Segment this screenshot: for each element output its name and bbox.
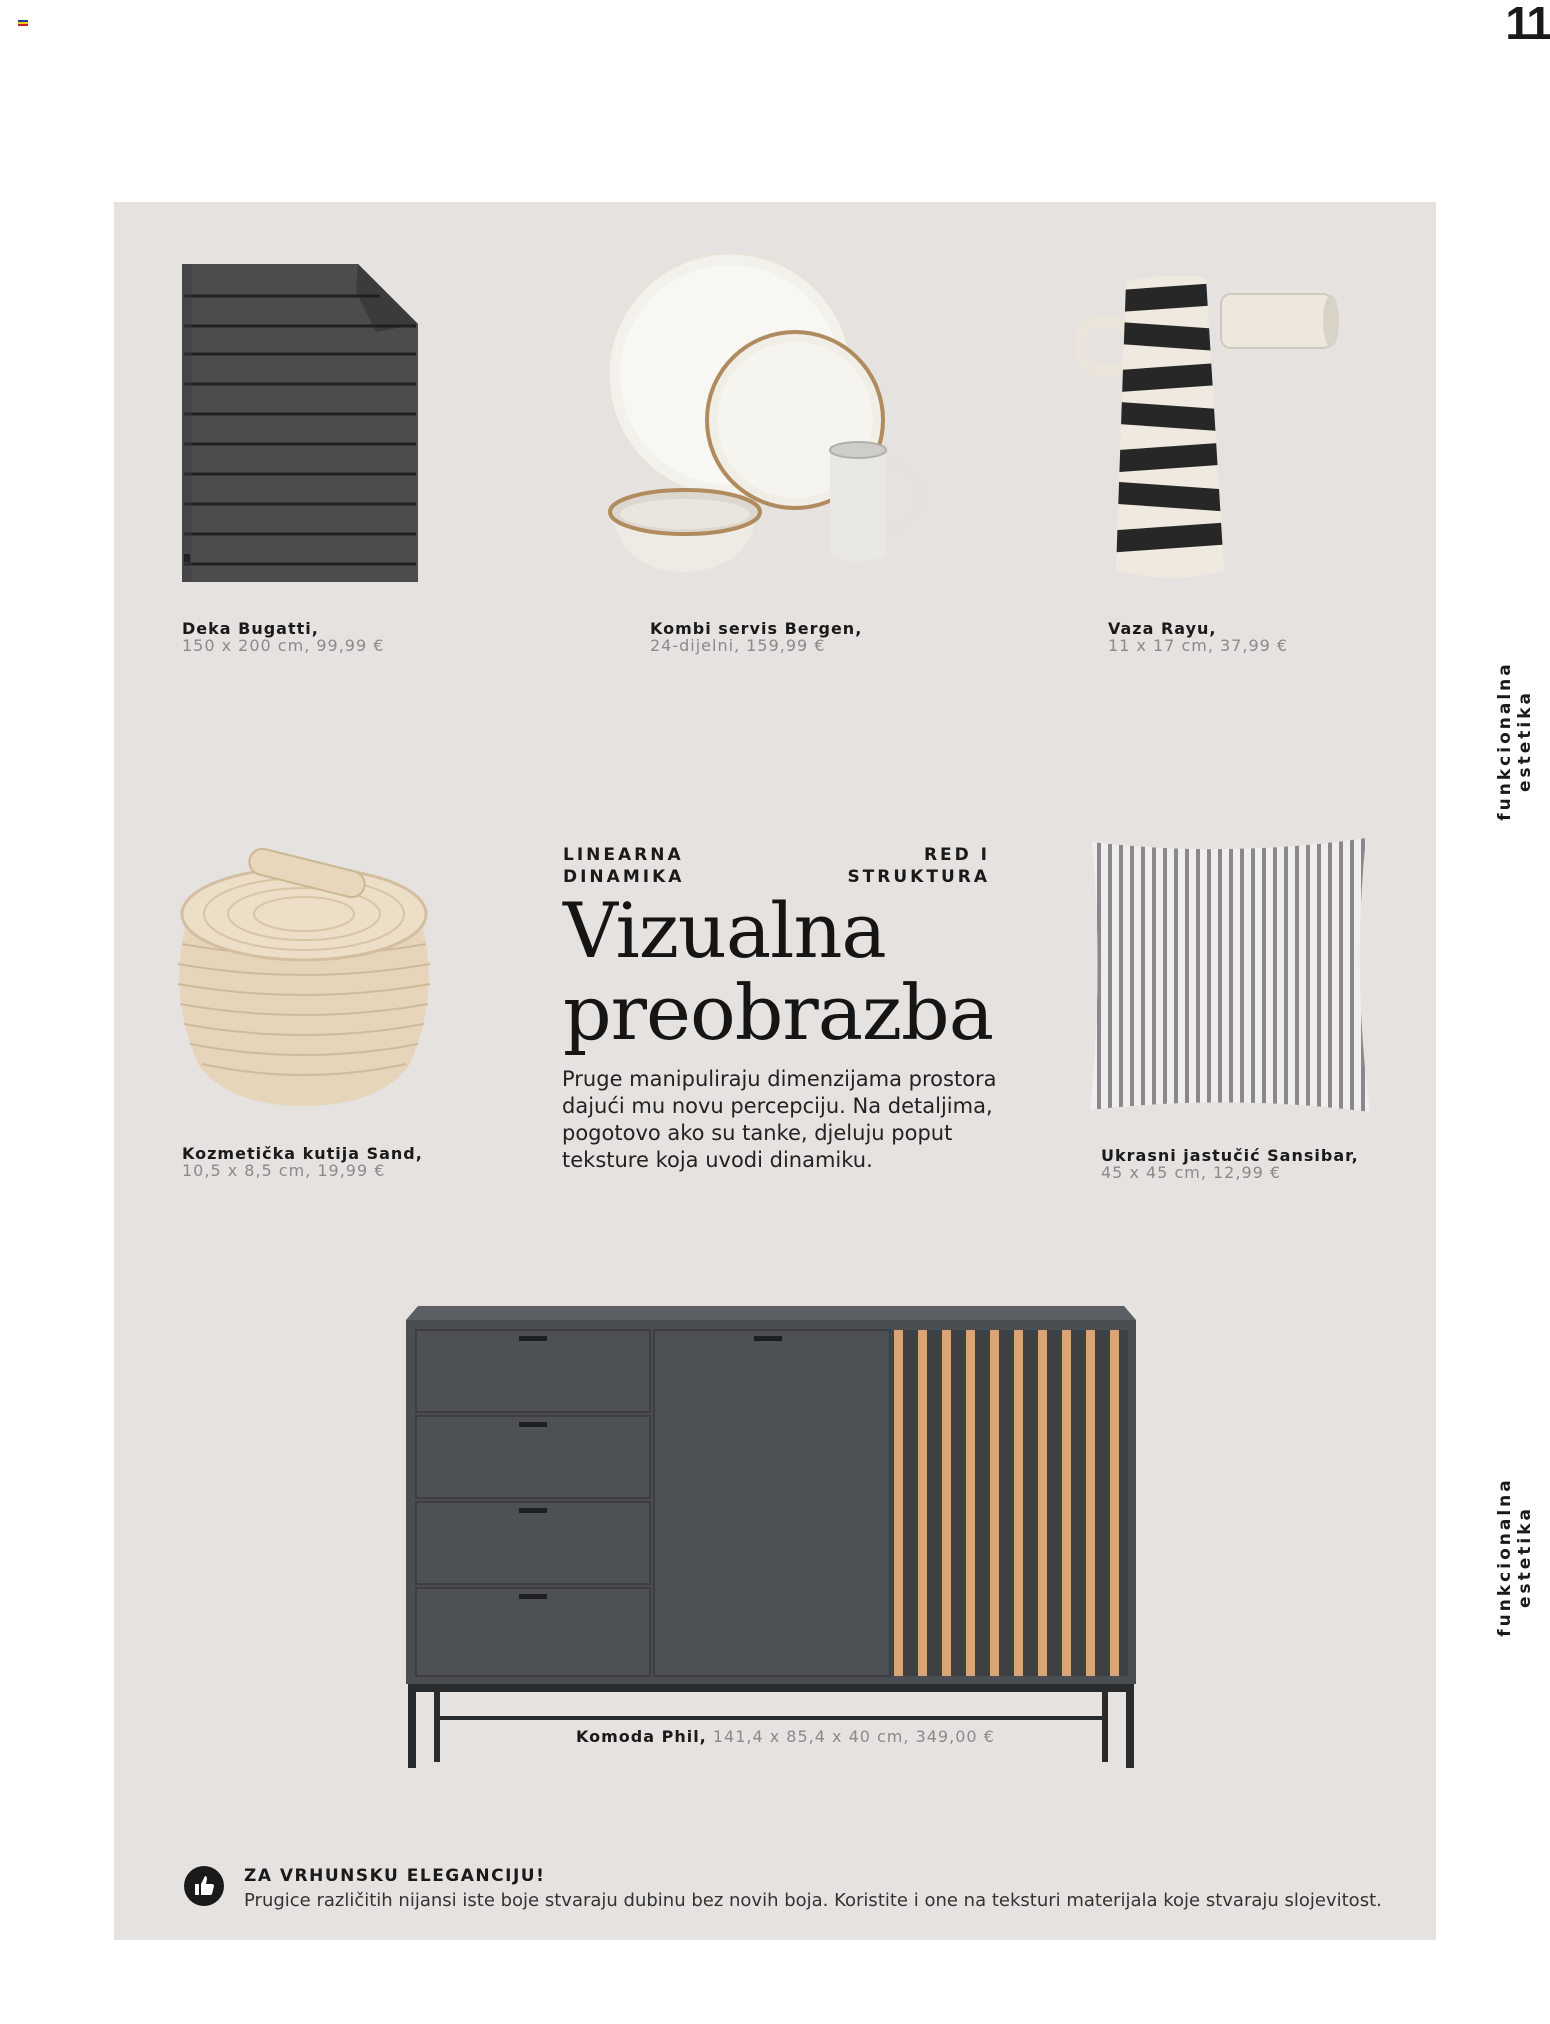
side-label-line2: estetika — [1515, 689, 1535, 793]
box-caption — [182, 1145, 423, 1179]
product-name: Vaza Rayu, — [1108, 619, 1217, 638]
thumbs-up-icon — [184, 1866, 224, 1906]
flag-icon — [18, 20, 28, 26]
product-name: Kozmetička kutija Sand, — [182, 1144, 423, 1163]
tag-left-line1: LINEARNA — [563, 845, 684, 865]
tag-left-line2: DINAMIKA — [563, 867, 685, 887]
title-line-1: Vizualna — [563, 886, 886, 975]
side-label-top — [1495, 661, 1545, 821]
side-label-line1: funkcionalna — [1495, 661, 1515, 821]
tag-left — [563, 844, 684, 888]
blanket-image — [180, 262, 420, 584]
box-image — [168, 844, 440, 1108]
dinnerware-caption — [650, 620, 862, 654]
vase-image — [1076, 270, 1346, 586]
product-spec: 45 x 45 cm, 12,99 € — [1101, 1163, 1282, 1182]
dresser-image — [404, 1304, 1138, 1770]
tag-right-line1: RED I — [923, 845, 990, 865]
product-name: Deka Bugatti, — [182, 619, 319, 638]
tip-text: Prugice različitih nijansi iste boje stvaraju dubinu bez novih boja. Koristite i one na teksturi materijala koje stvaraju slojevitost. — [244, 1890, 1382, 1911]
dresser-caption — [576, 1728, 995, 1745]
side-label-line1: funkcionalna — [1495, 1477, 1515, 1637]
product-spec: 11 x 17 cm, 37,99 € — [1108, 636, 1289, 655]
product-name: Kombi servis Bergen, — [650, 619, 863, 638]
product-name: Ukrasni jastučić Sansibar, — [1101, 1146, 1359, 1165]
tip-title: ZA VRHUNSKU ELEGANCIJU! — [244, 1866, 546, 1886]
side-label-line2: estetika — [1515, 1505, 1535, 1609]
tag-right — [830, 844, 990, 888]
side-label-bottom — [1495, 1477, 1545, 1637]
pillow-image — [1086, 836, 1372, 1114]
page-number: 11 — [1505, 0, 1550, 49]
product-spec: 141,4 x 85,4 x 40 cm, 349,00 € — [706, 1727, 995, 1746]
article-title — [563, 886, 1023, 1057]
blanket-caption — [182, 620, 384, 654]
vase-caption — [1108, 620, 1288, 654]
product-spec: 150 x 200 cm, 99,99 € — [182, 636, 385, 655]
article-body: Pruge manipuliraju dimenzijama prostora dajući mu novu percepciju. Na detaljima, pogotovo ako su tanke, djeluju poput teksture koja uvodi dinamiku. — [562, 1067, 997, 1172]
product-name: Komoda Phil, — [576, 1727, 707, 1746]
tag-right-line2: STRUKTURA — [847, 867, 990, 887]
product-spec: 24-dijelni, 159,99 € — [650, 636, 826, 655]
pillow-caption — [1101, 1147, 1359, 1181]
dinnerware-image — [580, 250, 960, 580]
title-line-2: preobrazba — [563, 968, 994, 1057]
product-spec: 10,5 x 8,5 cm, 19,99 € — [182, 1161, 386, 1180]
